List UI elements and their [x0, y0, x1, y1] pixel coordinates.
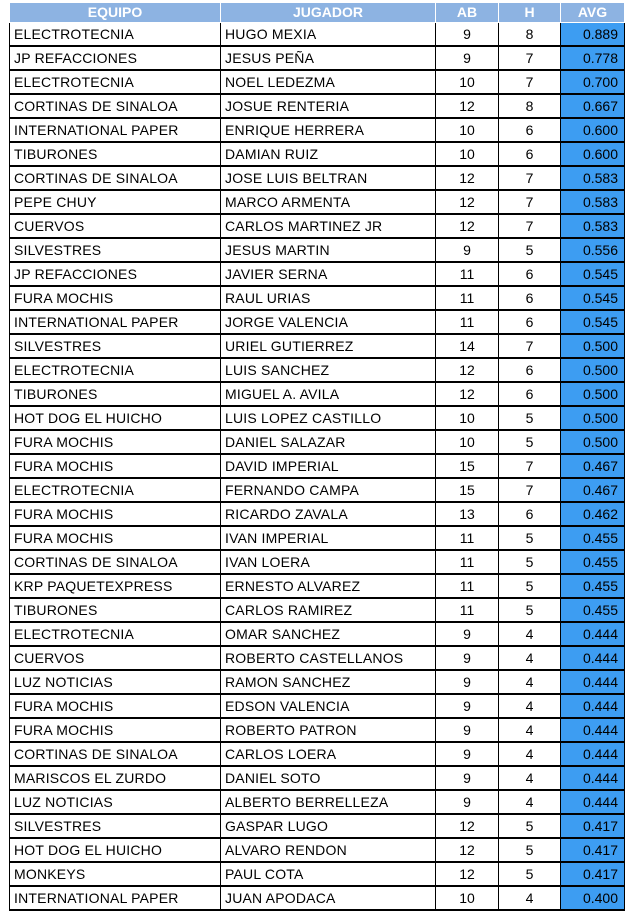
- header-player: JUGADOR: [221, 3, 436, 23]
- ab-cell: 10: [436, 430, 499, 454]
- ab-cell: 13: [436, 502, 499, 526]
- table-row: [10, 862, 625, 886]
- avg-cell: 0.600: [561, 118, 625, 142]
- h-cell: 7: [499, 214, 561, 238]
- player-cell: CARLOS MARTINEZ JR: [221, 214, 436, 238]
- ab-cell: 9: [436, 790, 499, 814]
- player-cell: OMAR SANCHEZ: [221, 622, 436, 646]
- avg-cell: 0.500: [561, 334, 625, 358]
- avg-cell: 0.444: [561, 622, 625, 646]
- player-cell: EDSON VALENCIA: [221, 694, 436, 718]
- avg-cell: 0.545: [561, 262, 625, 286]
- avg-cell: 0.583: [561, 190, 625, 214]
- team-cell: CORTINAS DE SINALOA: [10, 742, 221, 766]
- avg-cell: 0.500: [561, 358, 625, 382]
- team-cell: FURA MOCHIS: [10, 694, 221, 718]
- table-row: [10, 670, 625, 694]
- table-row: [10, 286, 625, 310]
- ab-cell: 9: [436, 694, 499, 718]
- ab-cell: 9: [436, 238, 499, 262]
- table-row: [10, 94, 625, 118]
- batting-stats-table: [9, 2, 625, 911]
- avg-cell: 0.500: [561, 430, 625, 454]
- team-cell: HOT DOG EL HUICHO: [10, 406, 221, 430]
- h-cell: 8: [499, 94, 561, 118]
- table-row: [10, 142, 625, 166]
- header-h: H: [499, 3, 561, 23]
- h-cell: 7: [499, 70, 561, 94]
- ab-cell: 12: [436, 190, 499, 214]
- player-cell: MIGUEL A. AVILA: [221, 382, 436, 406]
- avg-cell: 0.545: [561, 286, 625, 310]
- avg-cell: 0.400: [561, 886, 625, 910]
- avg-cell: 0.583: [561, 166, 625, 190]
- table-row: [10, 478, 625, 502]
- team-cell: JP REFACCIONES: [10, 262, 221, 286]
- avg-cell: 0.600: [561, 142, 625, 166]
- avg-cell: 0.444: [561, 670, 625, 694]
- team-cell: ELECTROTECNIA: [10, 358, 221, 382]
- avg-cell: 0.455: [561, 574, 625, 598]
- team-cell: LUZ NOTICIAS: [10, 790, 221, 814]
- avg-cell: 0.545: [561, 310, 625, 334]
- player-cell: URIEL GUTIERREZ: [221, 334, 436, 358]
- ab-cell: 11: [436, 310, 499, 334]
- h-cell: 5: [499, 430, 561, 454]
- table-row: [10, 598, 625, 622]
- header-team: EQUIPO: [10, 3, 221, 23]
- ab-cell: 12: [436, 94, 499, 118]
- player-cell: JESUS MARTIN: [221, 238, 436, 262]
- h-cell: 4: [499, 694, 561, 718]
- team-cell: FURA MOCHIS: [10, 718, 221, 742]
- avg-cell: 0.417: [561, 814, 625, 838]
- ab-cell: 10: [436, 142, 499, 166]
- table-row: [10, 382, 625, 406]
- avg-cell: 0.700: [561, 70, 625, 94]
- player-cell: ROBERTO PATRON: [221, 718, 436, 742]
- player-cell: CARLOS RAMIREZ: [221, 598, 436, 622]
- avg-cell: 0.444: [561, 790, 625, 814]
- team-cell: FURA MOCHIS: [10, 526, 221, 550]
- table-header: [10, 3, 625, 23]
- avg-cell: 0.444: [561, 646, 625, 670]
- table-row: [10, 262, 625, 286]
- table-row: [10, 118, 625, 142]
- ab-cell: 10: [436, 886, 499, 910]
- team-cell: LUZ NOTICIAS: [10, 670, 221, 694]
- avg-cell: 0.444: [561, 742, 625, 766]
- h-cell: 6: [499, 142, 561, 166]
- h-cell: 4: [499, 622, 561, 646]
- player-cell: JOSUE RENTERIA: [221, 94, 436, 118]
- table-row: [10, 646, 625, 670]
- ab-cell: 12: [436, 358, 499, 382]
- table-row: [10, 526, 625, 550]
- table-row: [10, 550, 625, 574]
- h-cell: 6: [499, 262, 561, 286]
- team-cell: ELECTROTECNIA: [10, 622, 221, 646]
- avg-cell: 0.417: [561, 838, 625, 862]
- header-ab: AB: [436, 3, 499, 23]
- h-cell: 5: [499, 838, 561, 862]
- h-cell: 4: [499, 646, 561, 670]
- player-cell: CARLOS LOERA: [221, 742, 436, 766]
- header-avg: AVG: [561, 3, 625, 23]
- h-cell: 5: [499, 814, 561, 838]
- player-cell: IVAN IMPERIAL: [221, 526, 436, 550]
- ab-cell: 11: [436, 574, 499, 598]
- ab-cell: 12: [436, 214, 499, 238]
- team-cell: FURA MOCHIS: [10, 430, 221, 454]
- h-cell: 5: [499, 406, 561, 430]
- ab-cell: 15: [436, 454, 499, 478]
- avg-cell: 0.467: [561, 478, 625, 502]
- h-cell: 7: [499, 190, 561, 214]
- h-cell: 5: [499, 238, 561, 262]
- team-cell: INTERNATIONAL PAPER: [10, 118, 221, 142]
- ab-cell: 11: [436, 598, 499, 622]
- h-cell: 6: [499, 382, 561, 406]
- h-cell: 7: [499, 334, 561, 358]
- team-cell: SILVESTRES: [10, 238, 221, 262]
- avg-cell: 0.444: [561, 718, 625, 742]
- header-row: [10, 3, 625, 23]
- h-cell: 7: [499, 454, 561, 478]
- team-cell: ELECTROTECNIA: [10, 23, 221, 47]
- team-cell: TIBURONES: [10, 382, 221, 406]
- ab-cell: 9: [436, 766, 499, 790]
- h-cell: 5: [499, 526, 561, 550]
- h-cell: 4: [499, 766, 561, 790]
- player-cell: LUIS SANCHEZ: [221, 358, 436, 382]
- ab-cell: 9: [436, 23, 499, 47]
- table-row: [10, 838, 625, 862]
- team-cell: TIBURONES: [10, 142, 221, 166]
- team-cell: CUERVOS: [10, 646, 221, 670]
- team-cell: MARISCOS EL ZURDO: [10, 766, 221, 790]
- table-row: [10, 310, 625, 334]
- table-row: [10, 190, 625, 214]
- ab-cell: 11: [436, 262, 499, 286]
- table-row: [10, 166, 625, 190]
- h-cell: 5: [499, 598, 561, 622]
- avg-cell: 0.583: [561, 214, 625, 238]
- ab-cell: 12: [436, 814, 499, 838]
- ab-cell: 11: [436, 526, 499, 550]
- h-cell: 4: [499, 718, 561, 742]
- ab-cell: 10: [436, 118, 499, 142]
- player-cell: DAVID IMPERIAL: [221, 454, 436, 478]
- ab-cell: 11: [436, 550, 499, 574]
- table-row: [10, 334, 625, 358]
- team-cell: INTERNATIONAL PAPER: [10, 310, 221, 334]
- avg-cell: 0.455: [561, 598, 625, 622]
- ab-cell: 9: [436, 718, 499, 742]
- h-cell: 6: [499, 502, 561, 526]
- h-cell: 5: [499, 550, 561, 574]
- ab-cell: 9: [436, 622, 499, 646]
- team-cell: ELECTROTECNIA: [10, 70, 221, 94]
- player-cell: DANIEL SALAZAR: [221, 430, 436, 454]
- avg-cell: 0.455: [561, 550, 625, 574]
- h-cell: 6: [499, 310, 561, 334]
- team-cell: MONKEYS: [10, 862, 221, 886]
- table-row: [10, 406, 625, 430]
- h-cell: 6: [499, 358, 561, 382]
- ab-cell: 12: [436, 838, 499, 862]
- player-cell: RAMON SANCHEZ: [221, 670, 436, 694]
- table-body: [10, 23, 625, 911]
- ab-cell: 9: [436, 670, 499, 694]
- player-cell: ENRIQUE HERRERA: [221, 118, 436, 142]
- ab-cell: 10: [436, 70, 499, 94]
- team-cell: FURA MOCHIS: [10, 454, 221, 478]
- avg-cell: 0.500: [561, 382, 625, 406]
- ab-cell: 10: [436, 406, 499, 430]
- team-cell: TIBURONES: [10, 598, 221, 622]
- h-cell: 7: [499, 478, 561, 502]
- team-cell: CORTINAS DE SINALOA: [10, 550, 221, 574]
- team-cell: SILVESTRES: [10, 334, 221, 358]
- team-cell: FURA MOCHIS: [10, 286, 221, 310]
- h-cell: 7: [499, 46, 561, 70]
- table-row: [10, 718, 625, 742]
- player-cell: GASPAR LUGO: [221, 814, 436, 838]
- player-cell: JAVIER SERNA: [221, 262, 436, 286]
- table-row: [10, 766, 625, 790]
- avg-cell: 0.556: [561, 238, 625, 262]
- ab-cell: 14: [436, 334, 499, 358]
- team-cell: PEPE CHUY: [10, 190, 221, 214]
- player-cell: ALBERTO BERRELLEZA: [221, 790, 436, 814]
- player-cell: ROBERTO CASTELLANOS: [221, 646, 436, 670]
- table-row: [10, 814, 625, 838]
- h-cell: 6: [499, 286, 561, 310]
- h-cell: 6: [499, 118, 561, 142]
- team-cell: CORTINAS DE SINALOA: [10, 166, 221, 190]
- player-cell: JORGE VALENCIA: [221, 310, 436, 334]
- h-cell: 5: [499, 862, 561, 886]
- avg-cell: 0.467: [561, 454, 625, 478]
- avg-cell: 0.462: [561, 502, 625, 526]
- table-row: [10, 502, 625, 526]
- team-cell: FURA MOCHIS: [10, 502, 221, 526]
- table-row: [10, 430, 625, 454]
- team-cell: JP REFACCIONES: [10, 46, 221, 70]
- ab-cell: 9: [436, 646, 499, 670]
- player-cell: FERNANDO CAMPA: [221, 478, 436, 502]
- table-row: [10, 886, 625, 910]
- player-cell: ALVARO RENDON: [221, 838, 436, 862]
- avg-cell: 0.889: [561, 23, 625, 47]
- player-cell: ERNESTO ALVAREZ: [221, 574, 436, 598]
- team-cell: ELECTROTECNIA: [10, 478, 221, 502]
- h-cell: 4: [499, 790, 561, 814]
- player-cell: PAUL COTA: [221, 862, 436, 886]
- table-row: [10, 214, 625, 238]
- table-row: [10, 694, 625, 718]
- avg-cell: 0.444: [561, 694, 625, 718]
- table-row: [10, 238, 625, 262]
- table-row: [10, 454, 625, 478]
- team-cell: INTERNATIONAL PAPER: [10, 886, 221, 910]
- avg-cell: 0.444: [561, 766, 625, 790]
- ab-cell: 12: [436, 382, 499, 406]
- team-cell: HOT DOG EL HUICHO: [10, 838, 221, 862]
- table-row: [10, 790, 625, 814]
- player-cell: JOSE LUIS BELTRAN: [221, 166, 436, 190]
- table-row: [10, 358, 625, 382]
- h-cell: 4: [499, 670, 561, 694]
- player-cell: IVAN LOERA: [221, 550, 436, 574]
- team-cell: CORTINAS DE SINALOA: [10, 94, 221, 118]
- h-cell: 7: [499, 166, 561, 190]
- h-cell: 5: [499, 574, 561, 598]
- avg-cell: 0.500: [561, 406, 625, 430]
- table-row: [10, 742, 625, 766]
- h-cell: 4: [499, 742, 561, 766]
- h-cell: 4: [499, 886, 561, 910]
- player-cell: MARCO ARMENTA: [221, 190, 436, 214]
- table-row: [10, 23, 625, 47]
- avg-cell: 0.778: [561, 46, 625, 70]
- player-cell: JUAN APODACA: [221, 886, 436, 910]
- player-cell: RICARDO ZAVALA: [221, 502, 436, 526]
- player-cell: HUGO MEXIA: [221, 23, 436, 47]
- table-row: [10, 46, 625, 70]
- h-cell: 8: [499, 23, 561, 47]
- table-row: [10, 622, 625, 646]
- ab-cell: 12: [436, 862, 499, 886]
- ab-cell: 12: [436, 166, 499, 190]
- player-cell: DANIEL SOTO: [221, 766, 436, 790]
- player-cell: LUIS LOPEZ CASTILLO: [221, 406, 436, 430]
- team-cell: KRP PAQUETEXPRESS: [10, 574, 221, 598]
- ab-cell: 15: [436, 478, 499, 502]
- player-cell: NOEL LEDEZMA: [221, 70, 436, 94]
- avg-cell: 0.667: [561, 94, 625, 118]
- table-row: [10, 574, 625, 598]
- ab-cell: 11: [436, 286, 499, 310]
- player-cell: DAMIAN RUIZ: [221, 142, 436, 166]
- player-cell: JESUS PEÑA: [221, 46, 436, 70]
- ab-cell: 9: [436, 46, 499, 70]
- table-row: [10, 70, 625, 94]
- avg-cell: 0.455: [561, 526, 625, 550]
- ab-cell: 9: [436, 742, 499, 766]
- avg-cell: 0.417: [561, 862, 625, 886]
- team-cell: SILVESTRES: [10, 814, 221, 838]
- team-cell: CUERVOS: [10, 214, 221, 238]
- player-cell: RAUL URIAS: [221, 286, 436, 310]
